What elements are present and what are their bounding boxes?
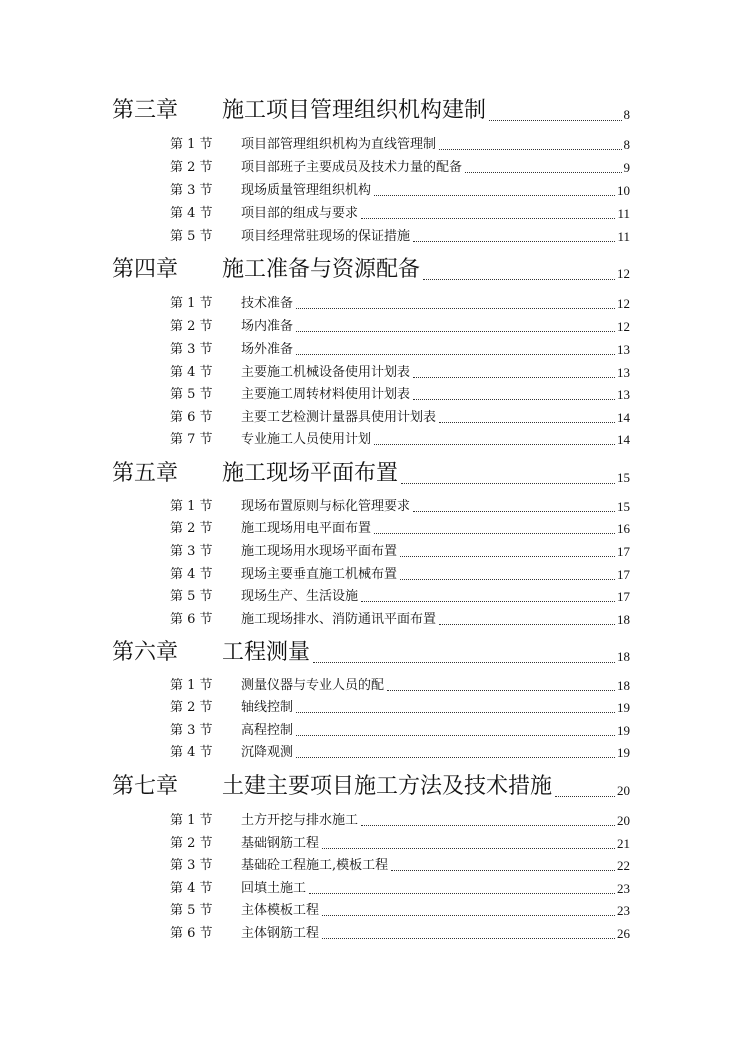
section-entry	[241, 387, 630, 403]
section-entry	[241, 499, 630, 515]
page-number: 12	[617, 266, 630, 281]
toc-section[interactable]	[0, 160, 744, 176]
dot-leader	[400, 579, 615, 580]
section-entry	[241, 206, 630, 222]
section-title: 施工现场用电平面布置	[241, 521, 372, 536]
section-title: 主要施工周转材料使用计划表	[241, 387, 411, 402]
section-title: 高程控制	[241, 723, 294, 738]
page-number: 12	[617, 296, 630, 311]
chapter-entry	[222, 640, 630, 666]
page-number: 18	[617, 612, 630, 627]
page-number: 13	[617, 387, 630, 402]
page-number: 19	[617, 723, 630, 738]
toc-section[interactable]	[0, 858, 744, 874]
toc-section[interactable]	[0, 432, 744, 448]
toc-section[interactable]	[0, 296, 744, 312]
toc-section[interactable]	[0, 183, 744, 199]
dot-leader	[322, 848, 615, 849]
section-number: 第 1 节	[170, 499, 213, 514]
section-entry	[241, 903, 630, 919]
chapter-number: 第三章	[112, 98, 179, 123]
dot-leader	[555, 796, 615, 797]
chapter-entry	[222, 98, 630, 124]
section-entry	[241, 160, 630, 176]
chapter-title: 施工准备与资源配备	[222, 257, 421, 282]
section-title: 项目经理常驻现场的保证措施	[241, 229, 411, 244]
section-number: 第 1 节	[170, 137, 213, 152]
dot-leader	[439, 422, 615, 423]
page-number: 8	[623, 107, 630, 122]
toc-section[interactable]	[0, 319, 744, 335]
dot-leader	[439, 149, 621, 150]
section-entry	[241, 567, 630, 583]
toc-chapter-5[interactable]	[0, 461, 744, 487]
toc-chapter-4[interactable]	[0, 257, 744, 283]
page-number: 20	[617, 783, 630, 798]
page-number: 11	[617, 229, 630, 244]
section-number: 第 2 节	[170, 700, 213, 715]
page-number: 14	[617, 410, 630, 425]
section-title: 基础钢筋工程	[241, 836, 320, 851]
page-number: 19	[617, 745, 630, 760]
page-number: 11	[617, 206, 630, 221]
dot-leader	[296, 712, 615, 713]
toc-chapter-6[interactable]	[0, 640, 744, 666]
section-title: 主体钢筋工程	[241, 926, 320, 941]
section-entry	[241, 813, 630, 829]
toc-section[interactable]	[0, 589, 744, 605]
section-number: 第 2 节	[170, 836, 213, 851]
section-title: 场外准备	[241, 342, 294, 357]
dot-leader	[400, 556, 615, 557]
chapter-number: 第七章	[112, 774, 179, 799]
section-title: 主要施工机械设备使用计划表	[241, 365, 411, 380]
section-number: 第 5 节	[170, 229, 213, 244]
dot-leader	[361, 218, 615, 219]
page-number: 9	[623, 160, 630, 175]
page-number: 12	[617, 319, 630, 334]
chapter-title: 施工现场平面布置	[222, 461, 399, 486]
chapter-title: 土建主要项目施工方法及技术措施	[222, 774, 553, 799]
toc-section[interactable]	[0, 926, 744, 942]
section-entry	[241, 432, 630, 448]
toc-section[interactable]	[0, 544, 744, 560]
section-number: 第 2 节	[170, 319, 213, 334]
section-number: 第 4 节	[170, 745, 213, 760]
section-entry	[241, 229, 630, 245]
dot-leader	[413, 511, 615, 512]
toc-section[interactable]	[0, 521, 744, 537]
page-number: 10	[617, 183, 630, 198]
section-number: 第 3 节	[170, 544, 213, 559]
page-number: 15	[617, 499, 630, 514]
section-title: 现场生产、生活设施	[241, 589, 359, 604]
dot-leader	[309, 893, 615, 894]
dot-leader	[361, 825, 615, 826]
section-number: 第 3 节	[170, 342, 213, 357]
section-entry	[241, 926, 630, 942]
section-entry	[241, 723, 630, 739]
chapter-entry	[222, 257, 630, 283]
section-entry	[241, 745, 630, 761]
page-number: 18	[617, 649, 630, 664]
dot-leader	[313, 662, 615, 663]
section-entry	[241, 365, 630, 381]
section-entry	[241, 410, 630, 426]
section-title: 主要工艺检测计量器具使用计划表	[241, 410, 437, 425]
page-number: 22	[617, 858, 630, 873]
dot-leader	[296, 308, 615, 309]
section-number: 第 2 节	[170, 160, 213, 175]
dot-leader	[489, 120, 621, 121]
toc-section[interactable]	[0, 499, 744, 515]
page-number: 26	[617, 926, 630, 941]
section-title: 现场主要垂直施工机械布置	[241, 567, 398, 582]
dot-leader	[374, 195, 615, 196]
page-number: 20	[617, 813, 630, 828]
section-title: 项目部管理组织机构为直线管理制	[241, 137, 437, 152]
page-number: 23	[617, 881, 630, 896]
dot-leader	[465, 172, 621, 173]
section-number: 第 3 节	[170, 183, 213, 198]
dot-leader	[322, 915, 615, 916]
dot-leader	[439, 624, 615, 625]
section-number: 第 1 节	[170, 296, 213, 311]
section-title: 专业施工人员使用计划	[241, 432, 372, 447]
page-number: 19	[617, 700, 630, 715]
dot-leader	[296, 757, 615, 758]
toc-chapter-3[interactable]	[0, 98, 744, 124]
section-title: 技术准备	[241, 296, 294, 311]
page-number: 23	[617, 903, 630, 918]
toc-section[interactable]	[0, 206, 744, 222]
toc-section[interactable]	[0, 342, 744, 358]
page-number: 15	[617, 470, 630, 485]
section-number: 第 7 节	[170, 432, 213, 447]
section-title: 现场布置原则与标化管理要求	[241, 499, 411, 514]
section-entry	[241, 612, 630, 628]
page-number: 18	[617, 678, 630, 693]
page-number: 17	[617, 589, 630, 604]
page-number: 21	[617, 836, 630, 851]
section-number: 第 6 节	[170, 410, 213, 425]
section-title: 施工现场排水、消防通讯平面布置	[241, 612, 437, 627]
dot-leader	[374, 533, 615, 534]
dot-leader	[387, 690, 615, 691]
section-entry	[241, 296, 630, 312]
section-number: 第 5 节	[170, 387, 213, 402]
section-entry	[241, 342, 630, 358]
page-number: 8	[623, 137, 630, 152]
dot-leader	[423, 279, 615, 280]
page-number: 17	[617, 544, 630, 559]
section-title: 基础砼工程施工,模板工程	[241, 858, 389, 873]
section-entry	[241, 881, 630, 897]
dot-leader	[374, 444, 615, 445]
toc-section[interactable]	[0, 365, 744, 381]
toc-section[interactable]	[0, 745, 744, 761]
page-number: 16	[617, 521, 630, 536]
section-number: 第 3 节	[170, 858, 213, 873]
section-entry	[241, 589, 630, 605]
chapter-number: 第六章	[112, 640, 179, 665]
section-entry	[241, 836, 630, 852]
section-title: 施工现场用水现场平面布置	[241, 544, 398, 559]
dot-leader	[413, 377, 615, 378]
toc-section[interactable]	[0, 836, 744, 852]
toc-section[interactable]	[0, 137, 744, 153]
page-number: 13	[617, 342, 630, 357]
page-number: 14	[617, 432, 630, 447]
chapter-entry	[222, 461, 630, 487]
section-number: 第 4 节	[170, 881, 213, 896]
toc-section[interactable]	[0, 567, 744, 583]
section-title: 场内准备	[241, 319, 294, 334]
section-entry	[241, 700, 630, 716]
section-title: 沉降观测	[241, 745, 294, 760]
toc-section[interactable]	[0, 881, 744, 897]
section-entry	[241, 183, 630, 199]
dot-leader	[296, 331, 615, 332]
toc-section[interactable]	[0, 387, 744, 403]
chapter-entry	[222, 774, 630, 800]
section-title: 回填土施工	[241, 881, 307, 896]
section-number: 第 3 节	[170, 723, 213, 738]
chapter-number: 第四章	[112, 257, 179, 282]
toc-section[interactable]	[0, 229, 744, 245]
chapter-number: 第五章	[112, 461, 179, 486]
chapter-title: 工程测量	[222, 640, 311, 665]
section-entry	[241, 544, 630, 560]
toc-section[interactable]	[0, 903, 744, 919]
page-number: 17	[617, 567, 630, 582]
section-number: 第 4 节	[170, 365, 213, 380]
section-number: 第 6 节	[170, 612, 213, 627]
section-entry	[241, 319, 630, 335]
dot-leader	[296, 735, 615, 736]
dot-leader	[296, 354, 615, 355]
section-number: 第 6 节	[170, 926, 213, 941]
toc-section[interactable]	[0, 612, 744, 628]
dot-leader	[413, 399, 615, 400]
chapter-title: 施工项目管理组织机构建制	[222, 98, 487, 123]
section-number: 第 5 节	[170, 903, 213, 918]
section-title: 土方开挖与排水施工	[241, 813, 359, 828]
section-entry	[241, 858, 630, 874]
dot-leader	[391, 870, 615, 871]
section-entry	[241, 137, 630, 153]
section-number: 第 1 节	[170, 678, 213, 693]
section-number: 第 4 节	[170, 567, 213, 582]
page-number: 13	[617, 365, 630, 380]
toc-chapter-7[interactable]	[0, 774, 744, 800]
section-number: 第 1 节	[170, 813, 213, 828]
toc-section[interactable]	[0, 700, 744, 716]
dot-leader	[361, 601, 615, 602]
section-title: 主体模板工程	[241, 903, 320, 918]
section-number: 第 4 节	[170, 206, 213, 221]
section-title: 现场质量管理组织机构	[241, 183, 372, 198]
section-number: 第 5 节	[170, 589, 213, 604]
section-title: 项目部班子主要成员及技术力量的配备	[241, 160, 463, 175]
section-title: 项目部的组成与要求	[241, 206, 359, 221]
section-number: 第 2 节	[170, 521, 213, 536]
toc-section[interactable]	[0, 723, 744, 739]
toc-section[interactable]	[0, 678, 744, 694]
dot-leader	[401, 483, 615, 484]
dot-leader	[413, 241, 615, 242]
section-entry	[241, 521, 630, 537]
section-title: 测量仪器与专业人员的配	[241, 678, 385, 693]
section-title: 轴线控制	[241, 700, 294, 715]
dot-leader	[322, 938, 615, 939]
section-entry	[241, 678, 630, 694]
toc-section[interactable]	[0, 813, 744, 829]
toc-section[interactable]	[0, 410, 744, 426]
